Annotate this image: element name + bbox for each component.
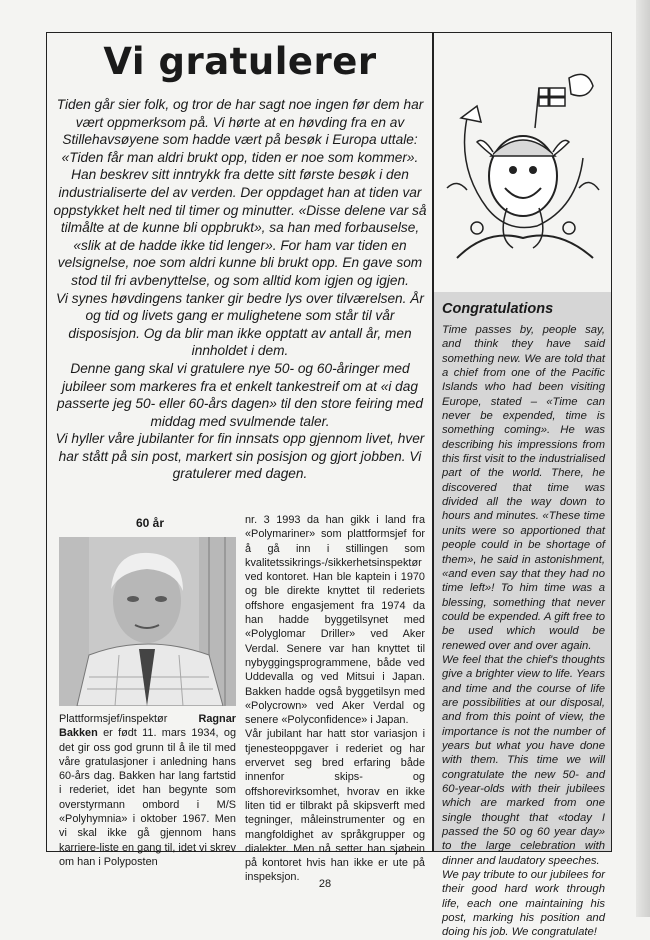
english-paragraph: We pay tribute to our jubilees for their good hard work through life, each one maintaining his post, marking his position and doing his job. We congratulate! [442, 869, 605, 939]
article-paragraph: Vår jubilant har hatt stor variasjon i tjenesteoppgaver i rederiet og har ervervet seg bred erfaring både innenfor skips- og offshorevirksomhet, hvorav en ikke liten tid er tilbrakt på skipsverft med tegninger, måleinstrumenter og en mangfoldighet av språkgrupper og dialekter. Men nå setter han sjøbein på kontoret hvis han ikke er ute på inspeksjon. [245, 728, 425, 884]
article-paragraph [59, 712, 236, 869]
intro-paragraph: Tiden går sier folk, og tror de har sagt noe ingen før dem har vært oppmerksom på. Vi hørte at en høvding fra en av Stillehavsøyene som hadde vært på besøk i Europa uttale: «Tiden får man aldri brukt opp, tiden er noe som kommer». Han beskrev sitt inntrykk fra dette sitt første besøk i den industrialiserte del av verden. Der oppdaget han at tiden var oppstykket helt ned til timer og minutter. «Disse delene var så tilmålte at de kunne bli oppbrukt», sa han med forbauselse, «slik at de hadde ikke tid lenger». For ham var tiden en velsignelse, noe som aldri kunne bli brukt opp. En gave som stod til fri avbenyttelse, og som alltid kom igjen og igjen. [53, 97, 427, 288]
intro-paragraph: Denne gang skal vi gratulere nye 50- og 60-åringer med jubileer som markeres fra et enkelt tankestreif om at «i dag passerte jeg 50- eller 60-års dagen» til den store feiring med middag med svulmende taler. [57, 360, 423, 429]
english-paragraph: Time passes by, people say, and think they have said something new. We are told that a chief from one of the Pacific Islands who had been visiting Europe, stated – «Time can never be expended, time is something coming». He was describing his impressions from this first visit to the industrialised part of the world. There, he discovered that time was divided all the way down to hours and minutes. «These time units were so apportioned that people could in be shortage of them», he said in astonishment, «and even say that they had no time left»! To him time was a blessing, something that never could be expended. A gift free to be used which would be renewed over and over again. [442, 324, 605, 652]
english-paragraph: We feel that the chief's thoughts give a brighter view to life. Years and time and the course of life are possibilities at our disposal, and from this point of view, the importance is not the number of years but what you have done with them. This time we will congratulate the new 50- and 60-year-olds with their jubilees which are marked from one single thought that «today I passed the 50 og 60 year day» to the large celebration with dinner and laudatory speeches. [442, 653, 605, 867]
page-title: Vi gratulerer [103, 40, 377, 83]
intro-paragraph: Vi hyller våre jubilanter for fin innsats opp gjennom livet, hver har stått på sin post, markert sin posisjon og gjort jobben. Vi gratulerer med dagen. [55, 431, 425, 482]
article-prefix: Plattformsjef/inspektør [59, 713, 199, 725]
intro-paragraph: Vi synes høvdingens tanker gir bedre lys over tilværelsen. År og tid og livets gang er mulighetene som står til vår disposisjon. Og da blir man ikke opptatt av antall år, men innholdet i dem. [56, 290, 424, 359]
section-heading: 60 år [136, 516, 165, 530]
english-heading: Congratulations [442, 301, 554, 317]
viking-cartoon-illustration [437, 58, 609, 276]
article-paragraph: nr. 3 1993 da han gikk i land fra «Polymariner» som plattformsjef for å gå inn i stillingen som kvalitetssikrings-/sikkerhetsinspektør ved kontoret. Han ble kaptein i 1970 og ble direkte knyttet til rederiets offshore engasjement fra 1974 da han hadde byggetilsynet med «Polyglomar Driller» ved Aker Verdal. Senere var han knyttet til nybyggingsprogrammene, både ved Uddevalla og ved Mitsui i Japan. Bakken hadde også byggetilsyn med «Polycrown» ved Aker Verdal og senere «Polyconfidence» i Japan. [245, 514, 425, 727]
portrait-photo [59, 537, 236, 706]
intro-text [52, 96, 428, 483]
english-summary-text [442, 323, 605, 940]
page-number: 28 [318, 878, 332, 890]
article-text-left [59, 712, 236, 869]
page-edge [636, 0, 650, 917]
person-name: Ragnar Bakken [59, 713, 236, 740]
article-continuation: er født 11. mars 1934, og det gir oss god grunn til å ile til med våre gratulasjoner i anledning hans 60-års dag. Bakken har lang fartstid i rederiet, idet han begynte som overstyrmann ombord i M/S «Polyhymnia» i oktober 1967. Men vi skal ikke gå gjennom hans karriere-liste en gang til, idet vi skrev om han i Polyposten [59, 727, 236, 868]
portrait-illustration [59, 537, 236, 706]
article-text-middle [245, 513, 425, 885]
